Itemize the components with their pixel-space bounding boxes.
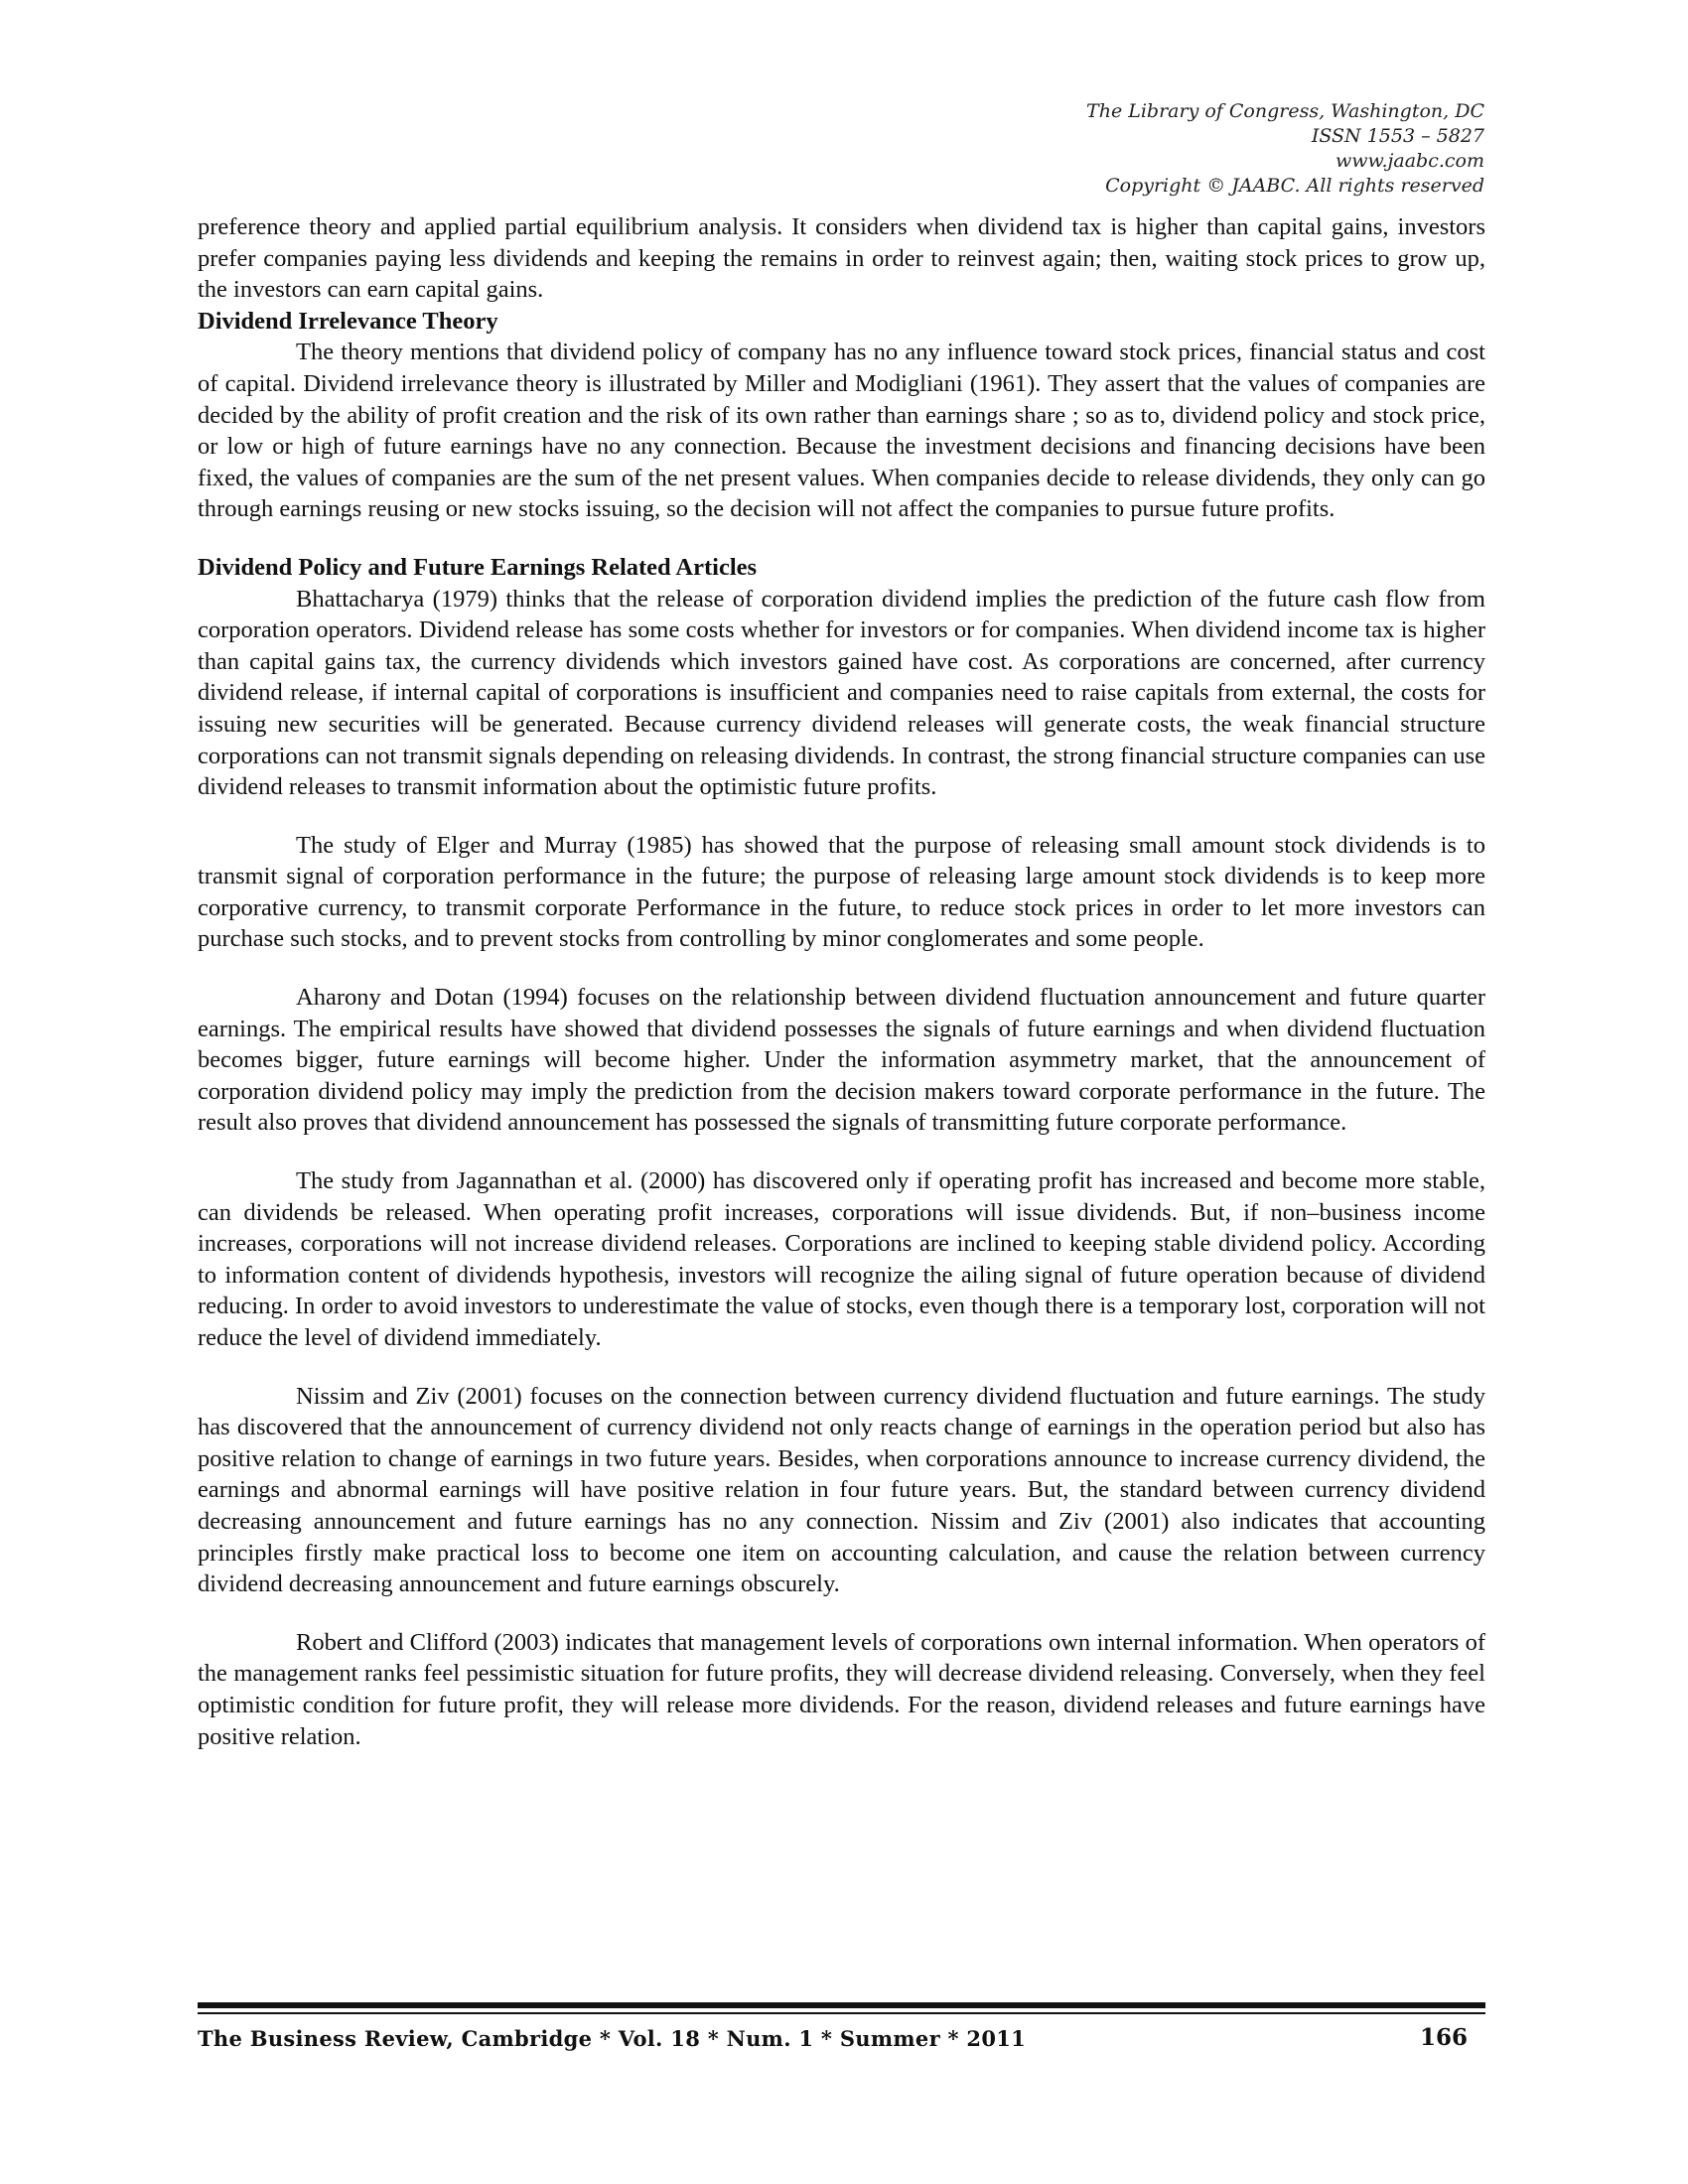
paragraph-jagannathan: The study from Jagannathan et al. (2000) has discovered only if operating profit has increased and become more stable, can dividends be released. When operating profit increases, corporations will issue dividends. But, if non–business income increases, corporations will not increase dividend releases. Corporations are inclined to keeping stable dividend policy. According to information content of dividends hypothesis, investors will recognize the ailing signal of future operation because of dividend reducing. In order to avoid investors to underestimate the value of stocks, even though there is a temporary lost, corporation will not reduce the level of dividend immediately. xyxy=(198,1167,1485,1351)
paragraph-bhattacharya: Bhattacharya (1979) thinks that the release of corporation dividend implies the prediction of the future cash flow from corporation operators. Dividend release has some costs whether for investors or for companies. When dividend income tax is higher than capital gains tax, the currency dividends which investors gained have cost. As corporations are concerned, after currency dividend release, if internal capital of corporations is insufficient and companies need to raise capitals from external, the costs for issuing new securities will be generated. Because currency dividend releases will generate costs, the weak financial structure corporations can not transmit signals depending on releasing dividends. In contrast, the strong financial structure companies can use dividend releases to transmit information about the optimistic future profits. xyxy=(198,585,1485,801)
paragraph-aharony-dotan: Aharony and Dotan (1994) focuses on the relationship between dividend fluctuation announcement and future quarter earnings. The empirical results have showed that dividend possesses the signals of future earnings and when dividend fluctuation becomes bigger, future earnings will become higher. Under the information asymmetry market, that the announcement of corporation dividend policy may imply the prediction from the decision makers toward corporate performance in the future. The result also proves that dividend announcement has possessed the signals of transmitting future corporate performance. xyxy=(198,984,1485,1137)
paragraph-continuation: preference theory and applied partial equilibrium analysis. It considers when dividend tax is higher than capital gains, investors prefer companies paying less dividends and keeping the remains in order to reinvest again; then, waiting stock prices to grow up, the investors can earn capital gains. xyxy=(198,213,1485,304)
section-heading-irrelevance: Dividend Irrelevance Theory xyxy=(198,307,498,335)
paragraph-elger-murray: The study of Elger and Murray (1985) has showed that the purpose of releasing small amount stock dividends is to transmit signal of corporation performance in the future; the purpose of releasing large amount stock dividends is to keep more corporative currency, to transmit corporate Performance in the future, to reduce stock prices in order to let more investors can purchase such stocks, and to prevent stocks from controlling by minor conglomerates and some people. xyxy=(198,831,1485,953)
paragraph-irrelevance: The theory mentions that dividend policy of company has no any influence toward stock prices, financial status and cost of capital. Dividend irrelevance theory is illustrated by Miller and Modigliani (1961). They assert that the values of companies are decided by the ability of profit creation and the risk of its own rather than earnings share ; so as to, dividend policy and stock price, or low or high of future earnings have no any connection. Because the investment decisions and financing decisions have been fixed, the values of companies are the sum of the net present values. When companies decide to release dividends, they only can go through earnings reusing or new stocks issuing, so the decision will not affect the companies to pursue future profits. xyxy=(198,339,1485,523)
header-copyright-line: Copyright © JAABC. All rights reserved xyxy=(1105,175,1484,197)
page-number: 166 xyxy=(1419,2024,1468,2051)
footer-journal-citation: The Business Review, Cambridge * Vol. 18 * Num. 1 * Summer * 2011 xyxy=(198,2026,1027,2051)
header-issn-line: ISSN 1553 – 5827 xyxy=(1311,125,1484,147)
article-body xyxy=(198,211,1485,1752)
header-website-line: www.jaabc.com xyxy=(1335,150,1484,172)
footer-rule-thick xyxy=(198,2002,1485,2008)
header-library-line: The Library of Congress, Washington, DC xyxy=(1086,100,1484,122)
section-heading-related-articles: Dividend Policy and Future Earnings Related Articles xyxy=(198,553,758,581)
footer-rule-thin xyxy=(198,2012,1485,2014)
running-header xyxy=(1086,99,1484,199)
paragraph-robert-clifford: Robert and Clifford (2003) indicates that management levels of corporations own internal information. When operators of the management ranks feel pessimistic situation for future profits, they will decrease dividend releasing. Conversely, when they feel optimistic condition for future profit, they will release more dividends. For the reason, dividend releases and future earnings have positive relation. xyxy=(198,1628,1485,1750)
paragraph-nissim-ziv: Nissim and Ziv (2001) focuses on the connection between currency dividend fluctuation and future earnings. The study has discovered that the announcement of currency dividend not only reacts change of earnings in the operation period but also has positive relation to change of earnings in two future years. Besides, when corporations announce to increase currency dividend, the earnings and abnormal earnings will have positive relation in four future years. But, the standard between currency dividend decreasing announcement and future earnings has no any connection. Nissim and Ziv (2001) also indicates that accounting principles firstly make practical loss to become one item on accounting calculation, and cause the relation between currency dividend decreasing announcement and future earnings obscurely. xyxy=(198,1382,1485,1598)
